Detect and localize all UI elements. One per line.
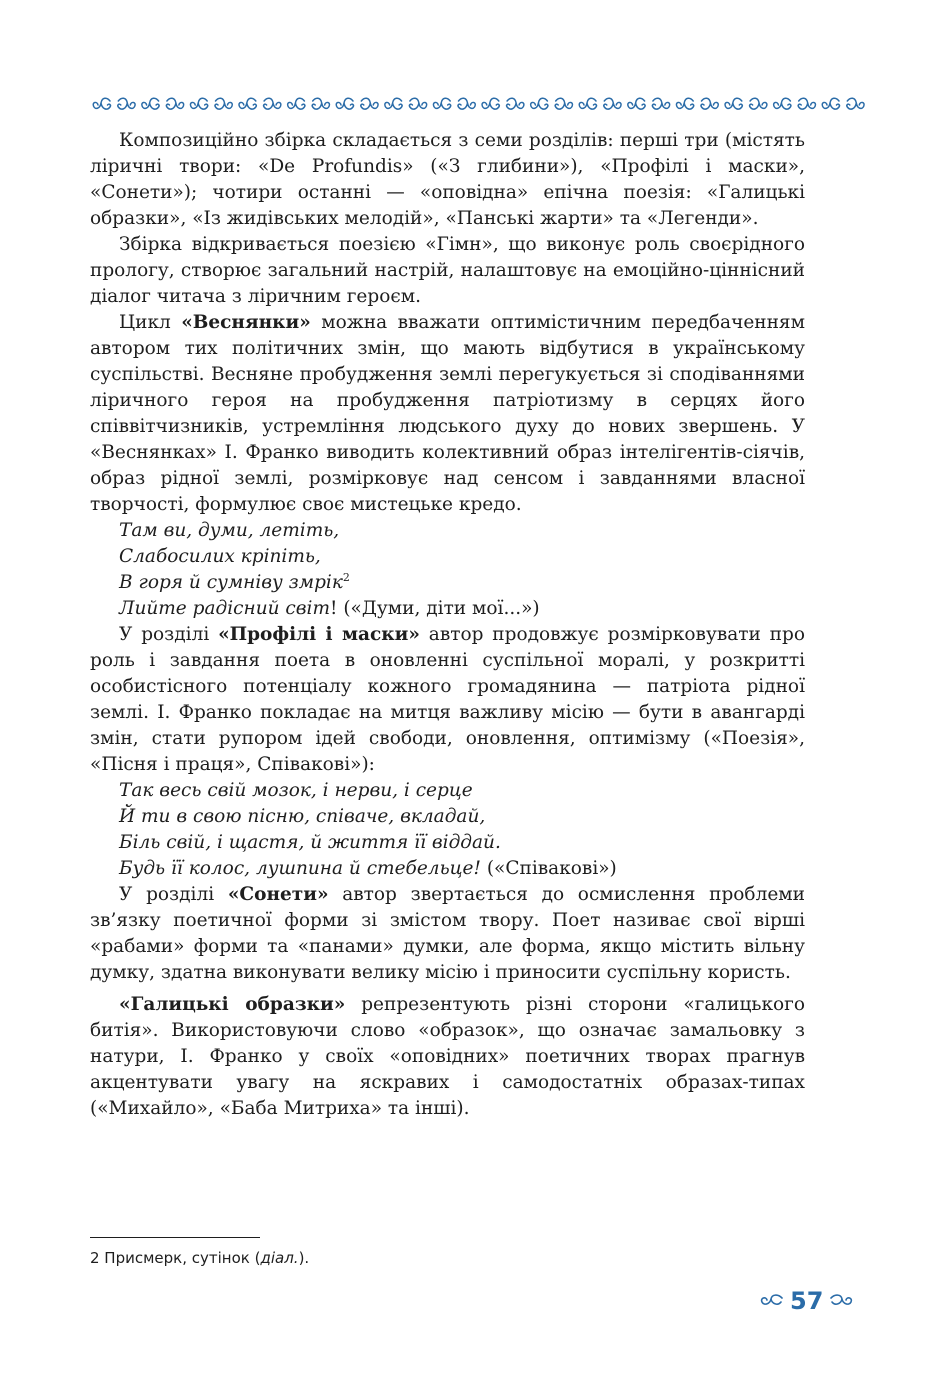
verse-quote-1 [90,518,805,622]
ornament-motif [93,98,110,109]
ornament-motif [774,98,791,109]
verse-line: Там ви, думи, летіть, [119,520,340,541]
ornament-band [90,95,880,115]
paragraph-profiles: У розділі «Профілі і маски» автор продовжує розмірковувати про роль і завдання поета в оновленні суспільної моралі, у розкритті особистісного потенціалу кожного громадянина — патріота рідної землі. І. Франко покладає на митця важливу місію — бути в авангарді змін, стати рупором ідей свободи, оновлення, оптимізму («Поезія», «Пісня і праця», Співакові»): [90,624,805,775]
ornament-motif [215,98,232,109]
page-number [760,1286,853,1316]
ornament-motif [458,98,475,109]
ornament-motif [385,98,402,109]
ornament-motif [652,98,669,109]
ornament-motif [701,98,718,109]
ornament-motif [288,98,305,109]
paragraph-sonnets: У розділі «Сонети» автор звертається до осмислення проблеми зв’язку поетичної форми зі змістом твору. Поет називає свої вірші «рабами» форми та «панами» думки, але форма, якщо містить вільну думку, здатна виконувати велику місію і приносити суспільну користь. [90,884,805,983]
ornament-motif [555,98,572,109]
ornament-motif [118,98,135,109]
ornament-motif [312,98,329,109]
ornament-motif [142,98,159,109]
verse-quote-2 [90,778,805,882]
ornament-motif [579,98,596,109]
ornament-motif [190,98,207,109]
ornament-motif [482,98,499,109]
footnote-divider [90,1237,260,1238]
ornament-motif [604,98,621,109]
ornament-motif [336,98,353,109]
verse-line: Слабосилих кріпіть, [119,546,321,567]
ornament-motif [409,98,426,109]
scroll-left-icon [760,1294,784,1308]
page-number-value: 57 [790,1287,824,1315]
title-sonnets: «Сонети» [227,884,329,905]
verse-line: Лийте радісний світ! («Думи, діти мої...») [119,598,540,619]
verse-line: Будь її колос, лушпина й стебельце! («Співакові») [119,858,617,879]
paragraph-galician: «Галицькі образки» репрезентують різні сторони «галицького битія». Використовуючи слово «образок», що означає замальовку з натури, І. Франко у своїх «оповідних» поетичних творах прагнув акцентувати увагу на яскравих і самодостатніх образах-типах («Михайло», «Баба Митриха» та інші). [90,994,805,1119]
ornament-motif [433,98,450,109]
ornament-motif [507,98,524,109]
ornament-motif [239,98,256,109]
paragraph-vesnianky: Цикл «Веснянки» можна вважати оптимістичним передбаченням автором тих політичних змін, що мають відбутися в українському суспільстві. Весняне пробудження землі перегукується зі сподіваннями ліричного героя на пробудження патріотизму в серцях його співвітчизників, устремління людського духу до нових звершень. У «Веснянках» І. Франко виводить колективний образ інтелігентів-сіячів, образ рідної землі, розмірковує над сенсом і завданнями власної творчості, формулює своє мистецьке кредо. [90,312,805,515]
verse-line: Так весь свій мозок, і нерви, і серце [119,780,473,801]
verse-line: В горя й сумніву змрік$^2$ [119,570,350,593]
ornament-motif [264,98,281,109]
ornament-motif [361,98,378,109]
ornament-motif [725,98,742,109]
verse-line: Біль свій, і щастя, й життя її віддай. [119,832,501,853]
ornament-motif [628,98,645,109]
paragraph-hymn: Збірка відкривається поезією «Гімн», що виконує роль своєрідного прологу, створює загальний настрій, налаштовує на емоційно-ціннісний діалог читача з ліричним героєм. [90,234,805,307]
main-text [90,128,805,1122]
ornament-motif [676,98,693,109]
ornament-motif [531,98,548,109]
ornament-motif [166,98,183,109]
ornament-motif [750,98,767,109]
title-galician-sketches: «Галицькі образки» [119,994,346,1015]
ornament-motif [798,98,815,109]
scroll-right-icon [829,1294,853,1308]
paragraph-composition: Композиційно збірка складається з семи розділів: перші три (містять ліричні твори: «De Profundis» («З глибини»), «Профілі і маски», «Сонети»); чотири останні — «оповідна» епічна поезія: «Галицькі образки», «Із жидівських мелодій», «Панські жарти» та «Легенди». [90,130,805,229]
verse-line: Й ти в свою пісню, співаче, вкладай, [119,806,486,827]
footnote: 2 Присмерк, сутінок (діал.). [90,1249,310,1267]
ornament-motif [847,98,864,109]
title-vesnianky: «Веснянки» [181,312,311,333]
title-profiles-masks: «Профілі і маски» [218,624,420,645]
ornament-motif [822,98,839,109]
scroll-ornament-icon [90,95,880,115]
footnote-ref: 2 [342,570,350,584]
